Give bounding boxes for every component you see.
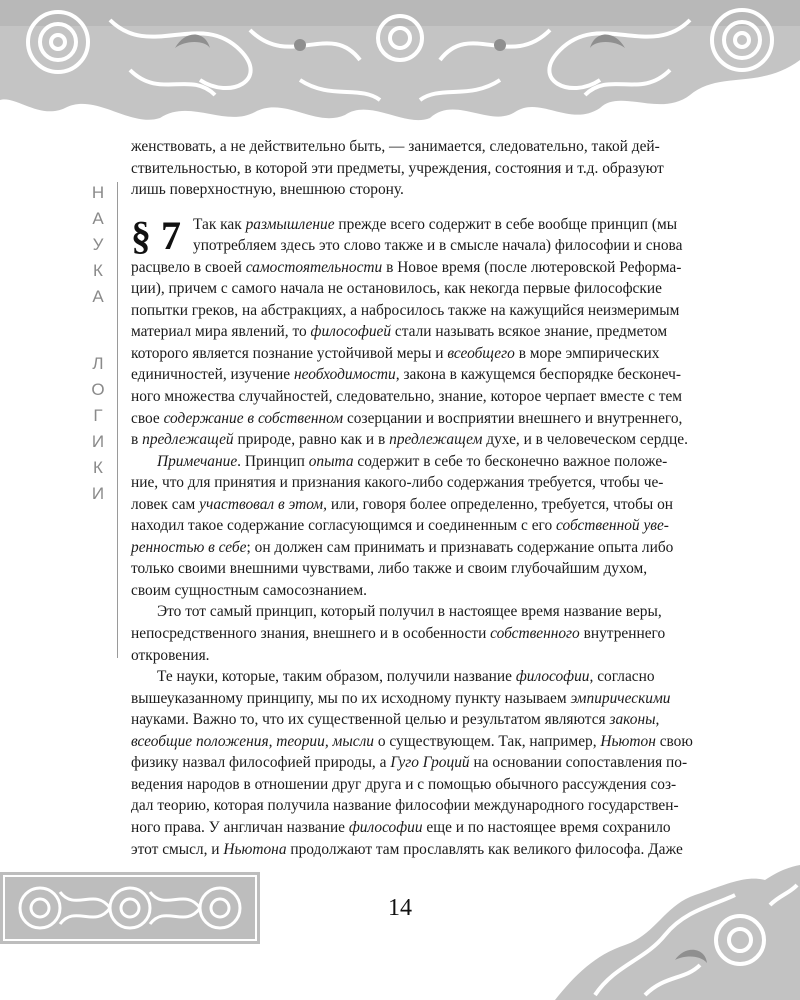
text-run: о существующем. Так, например, xyxy=(374,732,601,750)
side-title-letter: К xyxy=(93,458,103,477)
text-run: ного множества случайностей, следовательно, знание, которое черпает вместе с тем xyxy=(131,388,683,406)
text-run: свою xyxy=(655,732,693,750)
italic-text-run: собственного xyxy=(490,625,580,643)
italic-text-run: всеобщие положения, теории, мысли xyxy=(131,732,375,750)
remark-paragraph xyxy=(131,451,723,602)
text-run: науками. Важно то, что их существенной целью и результатом являются xyxy=(131,711,610,729)
bottom-right-ornament xyxy=(555,865,800,1000)
side-title-letter: А xyxy=(92,209,104,228)
italic-text-run: законы, xyxy=(609,711,660,729)
italic-text-run: самостоятельности xyxy=(245,258,383,276)
text-run: дал теорию, которая получила название философии международного государствен- xyxy=(131,797,679,815)
text-run: Те науки, которые, таким образом, получили название xyxy=(157,668,516,686)
text-run: попытки греков, на абстракциях, а набросилось также на кажущийся неизмеримым xyxy=(131,301,680,319)
text-run: ловек сам xyxy=(131,495,200,513)
side-vertical-rule xyxy=(117,182,118,658)
text-run: этот смысл, и xyxy=(131,840,224,858)
text-run: ведения народов в отношении друг друга и с помощью обычного рассуждения соз- xyxy=(131,775,677,793)
text-run: физику назвал философией природы, а xyxy=(131,754,391,772)
text-run: прежде всего содержит в себе вообще принцип (мы xyxy=(334,215,678,233)
text-run: которого является познание устойчивой меры и xyxy=(131,344,448,362)
italic-text-run: предлежащем xyxy=(389,431,483,449)
italic-text-run: опыта xyxy=(308,452,354,470)
italic-text-run: предлежащей xyxy=(142,431,234,449)
text-line: лишь поверхностную, внешнюю сторону. xyxy=(131,181,404,199)
text-run: употребляем здесь это слово также и в смысле начала) философии и снова xyxy=(193,237,683,255)
page-text xyxy=(131,136,723,860)
text-run: согласно xyxy=(593,668,655,686)
italic-text-run: эмпирическими xyxy=(570,689,671,707)
italic-text-run: Ньютон xyxy=(600,732,656,750)
text-run: в xyxy=(131,431,143,449)
italic-text-run: размышление xyxy=(245,215,335,233)
text-run: откровения. xyxy=(131,646,210,664)
top-ornamental-border xyxy=(0,0,800,125)
text-run: ного права. У англичан название xyxy=(131,818,349,836)
text-run: . Принцип xyxy=(237,452,309,470)
section-mark: § 7 xyxy=(131,212,181,258)
paragraph-continuation xyxy=(131,136,723,201)
text-run: еще и по настоящее время сохранило xyxy=(422,818,671,836)
paragraph-empirical-sciences xyxy=(131,666,723,860)
text-line: ствительностью, в которой эти предметы, учреждения, состояния и т.д. образуют xyxy=(131,159,664,177)
side-title-letter: А xyxy=(92,287,104,306)
text-run: своим сущностным самосознанием. xyxy=(131,581,367,599)
side-title-letter: Л xyxy=(92,354,104,373)
text-run: расцвело в своей xyxy=(131,258,246,276)
text-run: продолжают там прославлять как великого философа. Даже xyxy=(286,840,683,858)
text-run: материал мира явлений, то xyxy=(131,323,311,341)
text-run: Это тот самый принцип, который получил в настоящее время название веры, xyxy=(157,603,662,621)
paragraph-faith-principle xyxy=(131,601,723,666)
italic-text-run: всеобщего xyxy=(447,344,515,362)
italic-text-run: ренностью в себе xyxy=(131,538,247,556)
side-title-letter: У xyxy=(92,235,104,254)
text-run: ние, что для принятия и признания какого-либо содержания требуется, чтобы че- xyxy=(131,474,664,492)
text-run: Так как xyxy=(193,215,246,233)
italic-text-run: содержание в собственном xyxy=(163,409,344,427)
italic-text-run: собственной уве- xyxy=(556,517,669,535)
text-run: духе, и в человеческом сердце. xyxy=(482,431,688,449)
text-line: женствовать, а не действительно быть, — занимается, следовательно, такой дей- xyxy=(131,138,660,155)
text-run: находил такое содержание согласующимся и соединенным с его xyxy=(131,517,556,535)
side-title-letter: Н xyxy=(91,183,105,202)
text-run: ; он должен сам принимать и признавать содержание опыта либо xyxy=(246,538,674,556)
italic-text-run: участвовал в этом, xyxy=(199,495,327,513)
text-run: вышеуказанному принципу, мы по их исходному пункту называем xyxy=(131,689,571,707)
text-run: в Новое время (после лютеровской Реформа- xyxy=(382,258,682,276)
text-run: природе, равно как и в xyxy=(233,431,390,449)
text-run: Примечание xyxy=(157,452,238,470)
italic-text-run: философии, xyxy=(515,668,594,686)
text-run: свое xyxy=(131,409,164,427)
italic-text-run: Гуго Гроций xyxy=(390,754,470,772)
italic-text-run: философией xyxy=(310,323,392,341)
side-title-letter: Г xyxy=(93,406,103,425)
text-run: созерцании и восприятии внешнего и внутреннего, xyxy=(343,409,683,427)
section-7-paragraph xyxy=(131,214,723,451)
side-title-letter: К xyxy=(93,261,103,280)
text-run: в море эмпирических xyxy=(514,344,660,362)
side-title-letter: О xyxy=(91,380,105,399)
text-run: только своими внешними чувствами, либо также и своим глубочайшим духом, xyxy=(131,560,648,578)
text-run: закона в кажущемся беспорядке бесконеч- xyxy=(399,366,681,384)
italic-text-run: философии xyxy=(348,818,423,836)
side-title-letter: И xyxy=(91,484,105,503)
text-run: внутреннего xyxy=(579,625,666,643)
side-title-nauka-logiki xyxy=(83,180,113,507)
text-run: содержит в себе то бесконечно важное положе- xyxy=(353,452,668,470)
side-title-letter: И xyxy=(91,432,105,451)
text-run: непосредственного знания, внешнего и в особенности xyxy=(131,625,491,643)
text-run: на основании сопоставления по- xyxy=(469,754,688,772)
text-run: ции), причем с самого начала не остановилось, как некогда первые философские xyxy=(131,280,662,298)
text-run: стали называть всякое знание, предметом xyxy=(391,323,668,341)
text-run: единичностей, изучение xyxy=(131,366,294,384)
text-run: или, говоря более определенно, требуется, чтобы он xyxy=(326,495,674,513)
italic-text-run: необходимости, xyxy=(293,366,400,384)
italic-text-run: Ньютона xyxy=(223,840,287,858)
page-number: 14 xyxy=(388,895,412,921)
